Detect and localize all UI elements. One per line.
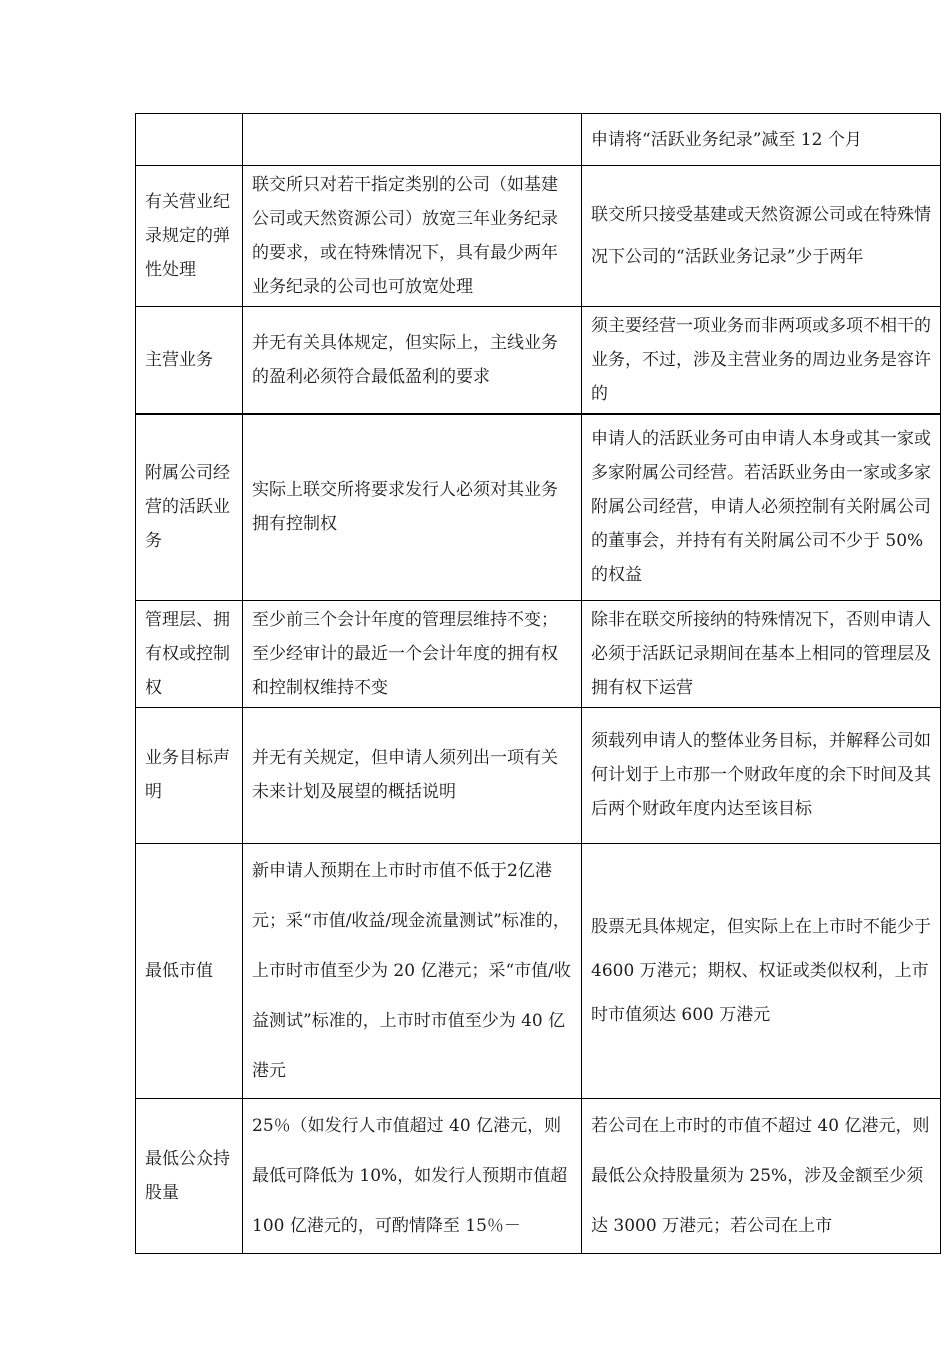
main-board-cell: 须主要经营一项业务而非两项或多项不相干的业务，不过，涉及主营业务的周边业务是容许的: [582, 307, 941, 415]
main-board-cell: 须载列申请人的整体业务目标，并解释公司如何计划于上市那一个财政年度的余下时间及其后两个财政年度内达至该目标: [582, 707, 941, 843]
gem-cell: [243, 114, 582, 166]
comparison-table: [135, 113, 941, 1254]
row-label: 业务目标声明: [136, 707, 243, 843]
row-label: 最低市值: [136, 843, 243, 1098]
main-board-cell: 股票无具体规定，但实际上在上市时不能少于 4600 万港元；期权、权证或类似权利，上市时市值须达 600 万港元: [582, 843, 941, 1098]
main-board-cell: 若公司在上市时的市值不超过 40 亿港元，则最低公众持股量须为 25%，涉及金额至少须达 3000 万港元；若公司在上市: [582, 1098, 941, 1253]
gem-cell: 并无有关规定，但申请人须列出一项有关未来计划及展望的概括说明: [243, 707, 582, 843]
table-row: [136, 707, 941, 843]
main-board-cell: 申请将“活跃业务纪录”减至 12 个月: [582, 114, 941, 166]
row-label: 主营业务: [136, 307, 243, 415]
table-row: [136, 166, 941, 307]
gem-cell: 新申请人预期在上市时市值不低于2亿港元；采“市值/收益/现金流量测试”标准的，上市时市值至少为 20 亿港元；采“市值/收益测试”标准的，上市时市值至少为 40 亿港元: [243, 843, 582, 1098]
main-board-cell: 申请人的活跃业务可由申请人本身或其一家或多家附属公司经营。若活跃业务由一家或多家附属公司经营，申请人必须控制有关附属公司的董事会，并持有有关附属公司不少于 50%的权益: [582, 414, 941, 600]
table-row: [136, 1098, 941, 1253]
table-row: [136, 307, 941, 415]
main-board-cell: 联交所只接受基建或天然资源公司或在特殊情况下公司的“活跃业务记录”少于两年: [582, 166, 941, 307]
row-label: 有关营业纪录规定的弹性处理: [136, 166, 243, 307]
gem-cell: 25％（如发行人市值超过 40 亿港元，则最低可降低为 10%，如发行人预期市值超 100 亿港元的，可酌情降至 15％－: [243, 1098, 582, 1253]
gem-cell: 并无有关具体规定，但实际上，主线业务的盈利必须符合最低盈利的要求: [243, 307, 582, 415]
table-row: [136, 414, 941, 600]
table-row: [136, 843, 941, 1098]
main-board-cell: 除非在联交所接纳的特殊情况下，否则申请人必须于活跃记录期间在基本上相同的管理层及拥有权下运营: [582, 600, 941, 707]
gem-cell: 至少前三个会计年度的管理层维持不变；至少经审计的最近一个会计年度的拥有权和控制权维持不变: [243, 600, 582, 707]
row-label: 附属公司经营的活跃业务: [136, 414, 243, 600]
gem-cell: 联交所只对若干指定类别的公司（如基建公司或天然资源公司）放宽三年业务纪录的要求，或在特殊情况下，具有最少两年业务纪录的公司也可放宽处理: [243, 166, 582, 307]
table-row: [136, 600, 941, 707]
row-label: [136, 114, 243, 166]
table-row: [136, 114, 941, 166]
row-label: 最低公众持股量: [136, 1098, 243, 1253]
row-label: 管理层、拥有权或控制权: [136, 600, 243, 707]
gem-cell: 实际上联交所将要求发行人必须对其业务拥有控制权: [243, 414, 582, 600]
